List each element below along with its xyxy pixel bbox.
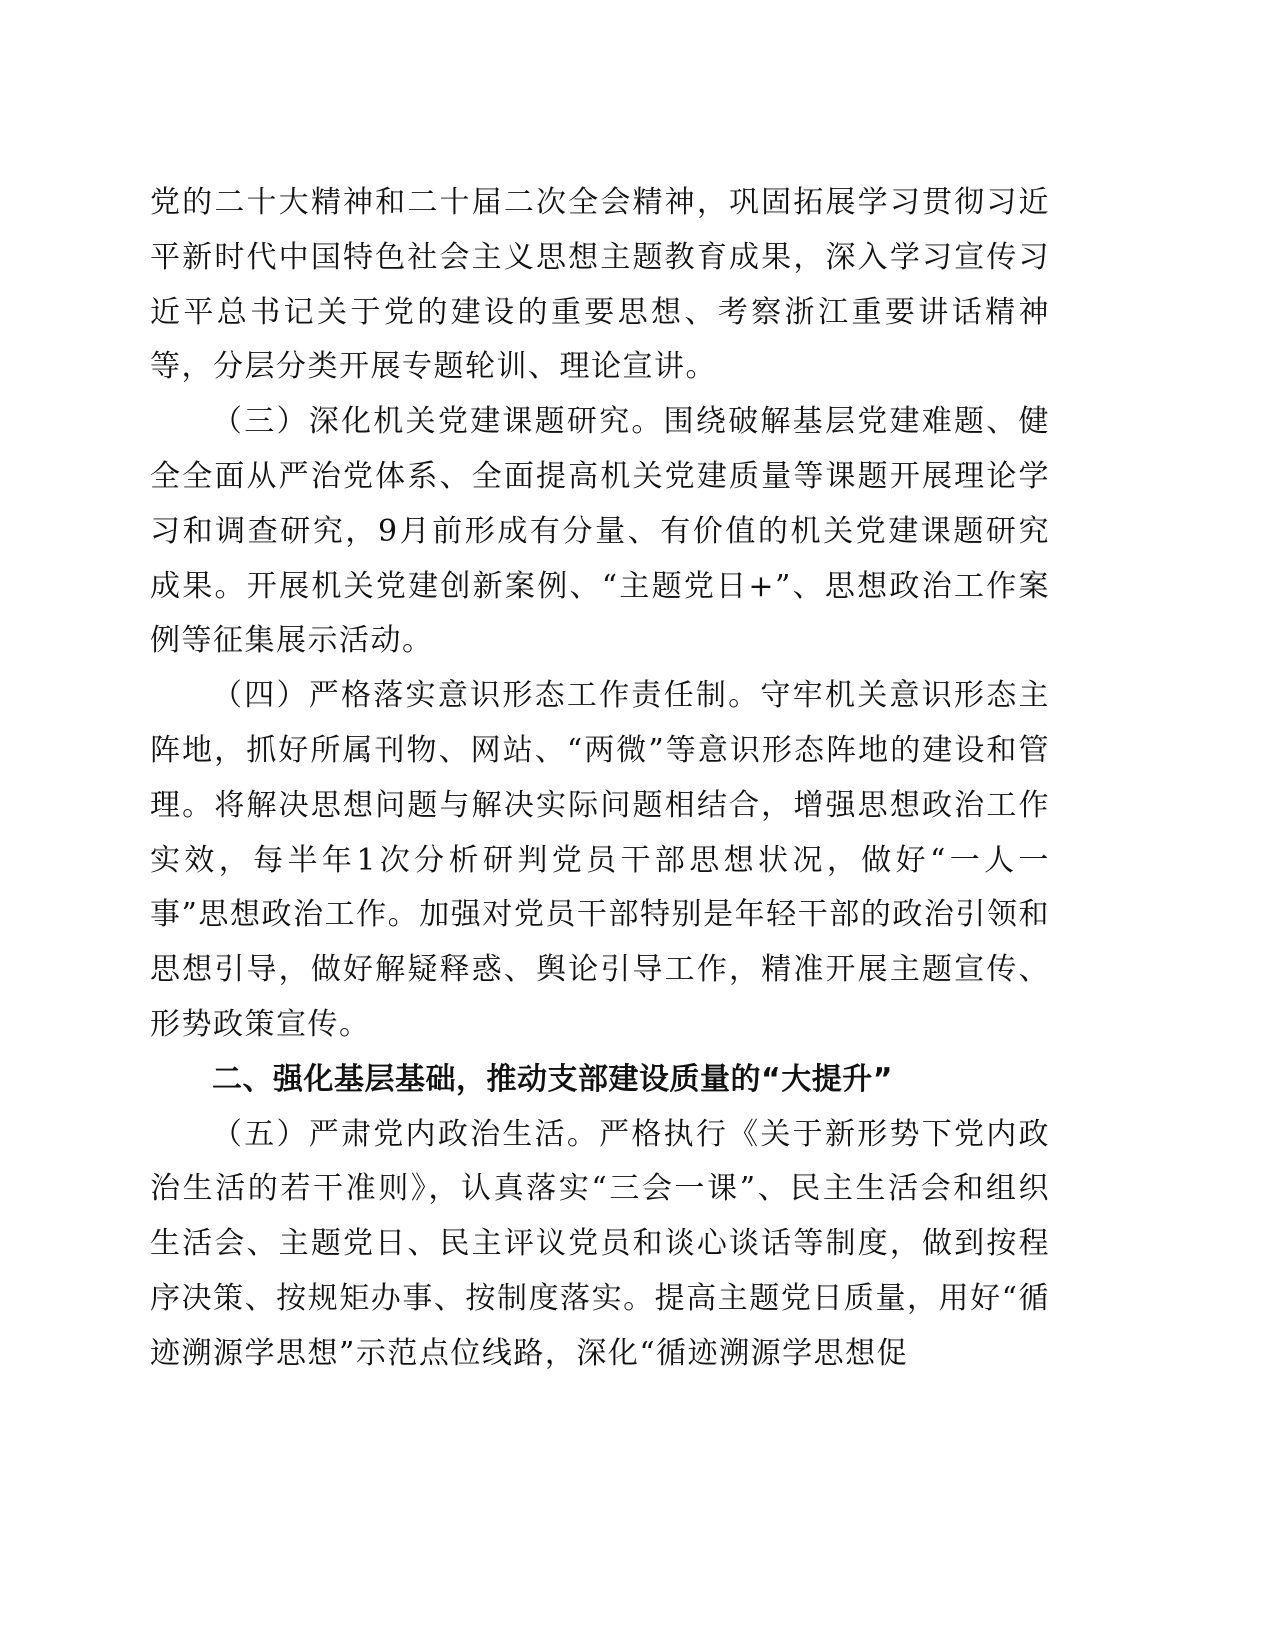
paragraph-section-3: （三）深化机关党建课题研究。围绕破解基层党建难题、健全全面从严治党体系、全面提高机关党建质量等课题开展理论学习和调查研究，9月前形成有分量、有价值的机关党建课题研究成果。开展机关党建创新案例、“主题党日+”、思想政治工作案例等征集展示活动。 [150,404,1050,659]
paragraph-section-5: （五）严肃党内政治生活。严格执行《关于新形势下党内政治生活的若干准则》，认真落实“三会一课”、民主生活会和组织生活会、主题党日、民主评议党员和谈心谈话等制度，做到按程序决策、按规矩办事、按制度落实。提高主题党日质量，用好“循迹溯源学思想”示范点位线路，深化“循迹溯源学思想促 [150,1116,1050,1371]
paragraph-section-4: （四）严格落实意识形态工作责任制。守牢机关意识形态主阵地，抓好所属刊物、网站、“两微”等意识形态阵地的建设和管理。将解决思想问题与解决实际问题相结合，增强思想政治工作实效，每半年1次分析研判党员干部思想状况，做好“一人一事”思想政治工作。加强对党员干部特别是年轻干部的政治引领和思想引导，做好解疑释惑、舆论引导工作，精准开展主题宣传、形势政策宣传。 [150,678,1050,1042]
document-body [150,176,1050,1382]
section-heading-2: 二、强化基层基础，推动支部建设质量的“大提升” [212,1061,893,1097]
paragraph-continuation: 党的二十大精神和二十届二次全会精神，巩固拓展学习贯彻习近平新时代中国特色社会主义思想主题教育成果，深入学习宣传习近平总书记关于党的建设的重要思想、考察浙江重要讲话精神等，分层分类开展专题轮训、理论宣讲。 [150,185,1050,385]
